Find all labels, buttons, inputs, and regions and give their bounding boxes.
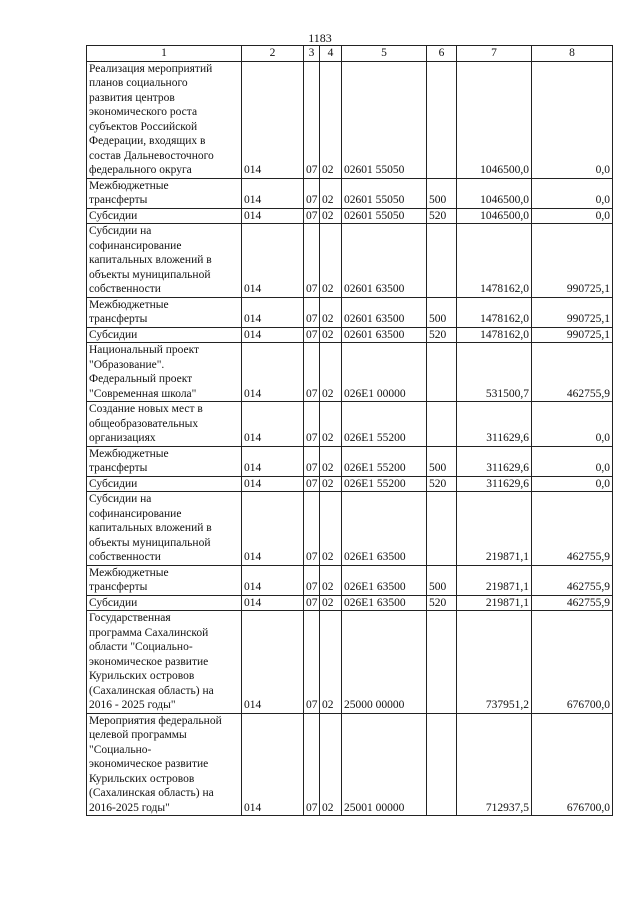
amount-2022-cell: 676700,0	[532, 713, 613, 816]
expense-type-cell	[427, 61, 457, 178]
row-name-cell: Субсидии на софинансирование капитальных вложений в объекты муниципальной собственности	[87, 224, 242, 298]
section-cell: 07	[304, 611, 320, 714]
section-cell: 07	[304, 565, 320, 595]
table-row	[87, 492, 613, 566]
ministry-code-cell: 014	[242, 492, 304, 566]
section-cell: 07	[304, 492, 320, 566]
subsection-cell: 02	[320, 327, 342, 343]
expense-type-cell: 520	[427, 327, 457, 343]
amount-2022-cell: 462755,9	[532, 343, 613, 402]
target-article-cell: 02601 63500	[342, 224, 427, 298]
expense-type-cell	[427, 713, 457, 816]
row-name-cell: Национальный проект "Образование". Федеральный проект "Современная школа"	[87, 343, 242, 402]
row-name-cell: Мероприятия федеральной целевой программы "Социально- экономическое развитие Курильских островов (Сахалинская область) на 2016-2025 годы"	[87, 713, 242, 816]
subsection-cell: 02	[320, 208, 342, 224]
target-article-cell: 02601 63500	[342, 297, 427, 327]
expense-type-cell	[427, 611, 457, 714]
ministry-code-cell: 014	[242, 343, 304, 402]
table-row	[87, 611, 613, 714]
expense-type-cell	[427, 402, 457, 447]
target-article-cell: 026Е1 63500	[342, 492, 427, 566]
section-cell: 07	[304, 446, 320, 476]
row-name-cell: Субсидии на софинансирование капитальных вложений в объекты муниципальной собственности	[87, 492, 242, 566]
column-header: 6	[427, 46, 457, 62]
row-name-cell: Создание новых мест в общеобразовательных организациях	[87, 402, 242, 447]
amount-2021-cell: 311629,6	[457, 402, 532, 447]
amount-2021-cell: 1046500,0	[457, 208, 532, 224]
amount-2021-cell: 219871,1	[457, 492, 532, 566]
ministry-code-cell: 014	[242, 595, 304, 611]
ministry-code-cell: 014	[242, 713, 304, 816]
subsection-cell: 02	[320, 611, 342, 714]
table-row	[87, 61, 613, 178]
table-row	[87, 208, 613, 224]
subsection-cell: 02	[320, 297, 342, 327]
row-name-cell: Межбюджетные трансферты	[87, 565, 242, 595]
row-name-cell: Субсидии	[87, 327, 242, 343]
column-header: 2	[242, 46, 304, 62]
amount-2022-cell: 0,0	[532, 446, 613, 476]
target-article-cell: 02601 55050	[342, 208, 427, 224]
ministry-code-cell: 014	[242, 178, 304, 208]
expense-type-cell	[427, 492, 457, 566]
row-name-cell: Субсидии	[87, 208, 242, 224]
amount-2022-cell: 0,0	[532, 402, 613, 447]
column-header: 3	[304, 46, 320, 62]
amount-2022-cell: 990725,1	[532, 327, 613, 343]
row-name-cell: Субсидии	[87, 595, 242, 611]
target-article-cell: 02601 55050	[342, 61, 427, 178]
amount-2022-cell: 990725,1	[532, 297, 613, 327]
section-cell: 07	[304, 327, 320, 343]
target-article-cell: 026Е1 55200	[342, 446, 427, 476]
subsection-cell: 02	[320, 595, 342, 611]
ministry-code-cell: 014	[242, 327, 304, 343]
section-cell: 07	[304, 61, 320, 178]
table-row	[87, 327, 613, 343]
section-cell: 07	[304, 402, 320, 447]
table-body	[87, 61, 613, 816]
subsection-cell: 02	[320, 343, 342, 402]
expense-type-cell	[427, 343, 457, 402]
section-cell: 07	[304, 343, 320, 402]
column-header: 1	[87, 46, 242, 62]
expense-type-cell: 520	[427, 208, 457, 224]
amount-2021-cell: 219871,1	[457, 595, 532, 611]
amount-2022-cell: 0,0	[532, 208, 613, 224]
table-row	[87, 402, 613, 447]
table-row	[87, 343, 613, 402]
ministry-code-cell: 014	[242, 61, 304, 178]
subsection-cell: 02	[320, 446, 342, 476]
target-article-cell: 02601 63500	[342, 327, 427, 343]
section-cell: 07	[304, 208, 320, 224]
amount-2022-cell: 0,0	[532, 476, 613, 492]
ministry-code-cell: 014	[242, 224, 304, 298]
expense-type-cell: 520	[427, 476, 457, 492]
amount-2021-cell: 1046500,0	[457, 178, 532, 208]
target-article-cell: 026Е1 63500	[342, 565, 427, 595]
target-article-cell: 25000 00000	[342, 611, 427, 714]
expense-type-cell: 500	[427, 297, 457, 327]
ministry-code-cell: 014	[242, 297, 304, 327]
expense-type-cell: 520	[427, 595, 457, 611]
section-cell: 07	[304, 713, 320, 816]
amount-2021-cell: 311629,6	[457, 446, 532, 476]
subsection-cell: 02	[320, 476, 342, 492]
amount-2022-cell: 462755,9	[532, 595, 613, 611]
column-header: 7	[457, 46, 532, 62]
ministry-code-cell: 014	[242, 446, 304, 476]
row-name-cell: Реализация мероприятий планов социального развития центров экономического роста субъектов Российской Федерации, входящих в состав Дальневосточного федерального округа	[87, 61, 242, 178]
target-article-cell: 026Е1 00000	[342, 343, 427, 402]
table-row	[87, 446, 613, 476]
target-article-cell: 026Е1 55200	[342, 402, 427, 447]
table-row	[87, 297, 613, 327]
table-row	[87, 178, 613, 208]
amount-2022-cell: 990725,1	[532, 224, 613, 298]
subsection-cell: 02	[320, 224, 342, 298]
row-name-cell: Межбюджетные трансферты	[87, 178, 242, 208]
amount-2022-cell: 676700,0	[532, 611, 613, 714]
target-article-cell: 026Е1 63500	[342, 595, 427, 611]
amount-2021-cell: 712937,5	[457, 713, 532, 816]
expense-type-cell	[427, 224, 457, 298]
amount-2021-cell: 1478162,0	[457, 327, 532, 343]
subsection-cell: 02	[320, 402, 342, 447]
page-number: 1183	[308, 31, 332, 45]
row-name-cell: Межбюджетные трансферты	[87, 446, 242, 476]
expense-type-cell: 500	[427, 565, 457, 595]
amount-2021-cell: 737951,2	[457, 611, 532, 714]
column-header: 4	[320, 46, 342, 62]
ministry-code-cell: 014	[242, 565, 304, 595]
table-row	[87, 713, 613, 816]
row-name-cell: Межбюджетные трансферты	[87, 297, 242, 327]
section-cell: 07	[304, 178, 320, 208]
target-article-cell: 25001 00000	[342, 713, 427, 816]
ministry-code-cell: 014	[242, 208, 304, 224]
column-header: 5	[342, 46, 427, 62]
subsection-cell: 02	[320, 61, 342, 178]
column-number-row	[87, 46, 613, 62]
section-cell: 07	[304, 224, 320, 298]
amount-2022-cell: 462755,9	[532, 565, 613, 595]
target-article-cell: 026Е1 55200	[342, 476, 427, 492]
amount-2022-cell: 462755,9	[532, 492, 613, 566]
amount-2021-cell: 311629,6	[457, 476, 532, 492]
budget-table	[86, 45, 613, 816]
amount-2021-cell: 1046500,0	[457, 61, 532, 178]
expense-type-cell: 500	[427, 446, 457, 476]
amount-2022-cell: 0,0	[532, 61, 613, 178]
table-row	[87, 224, 613, 298]
amount-2021-cell: 1478162,0	[457, 224, 532, 298]
amount-2022-cell: 0,0	[532, 178, 613, 208]
table-row	[87, 476, 613, 492]
section-cell: 07	[304, 595, 320, 611]
row-name-cell: Субсидии	[87, 476, 242, 492]
column-header: 8	[532, 46, 613, 62]
expense-type-cell: 500	[427, 178, 457, 208]
subsection-cell: 02	[320, 492, 342, 566]
amount-2021-cell: 219871,1	[457, 565, 532, 595]
ministry-code-cell: 014	[242, 402, 304, 447]
row-name-cell: Государственная программа Сахалинской области "Социально- экономическое развитие Курильских островов (Сахалинская область) на 2016 - 2025 годы"	[87, 611, 242, 714]
target-article-cell: 02601 55050	[342, 178, 427, 208]
amount-2021-cell: 1478162,0	[457, 297, 532, 327]
ministry-code-cell: 014	[242, 611, 304, 714]
subsection-cell: 02	[320, 565, 342, 595]
subsection-cell: 02	[320, 178, 342, 208]
subsection-cell: 02	[320, 713, 342, 816]
section-cell: 07	[304, 476, 320, 492]
amount-2021-cell: 531500,7	[457, 343, 532, 402]
table-row	[87, 595, 613, 611]
table-row	[87, 565, 613, 595]
ministry-code-cell: 014	[242, 476, 304, 492]
section-cell: 07	[304, 297, 320, 327]
